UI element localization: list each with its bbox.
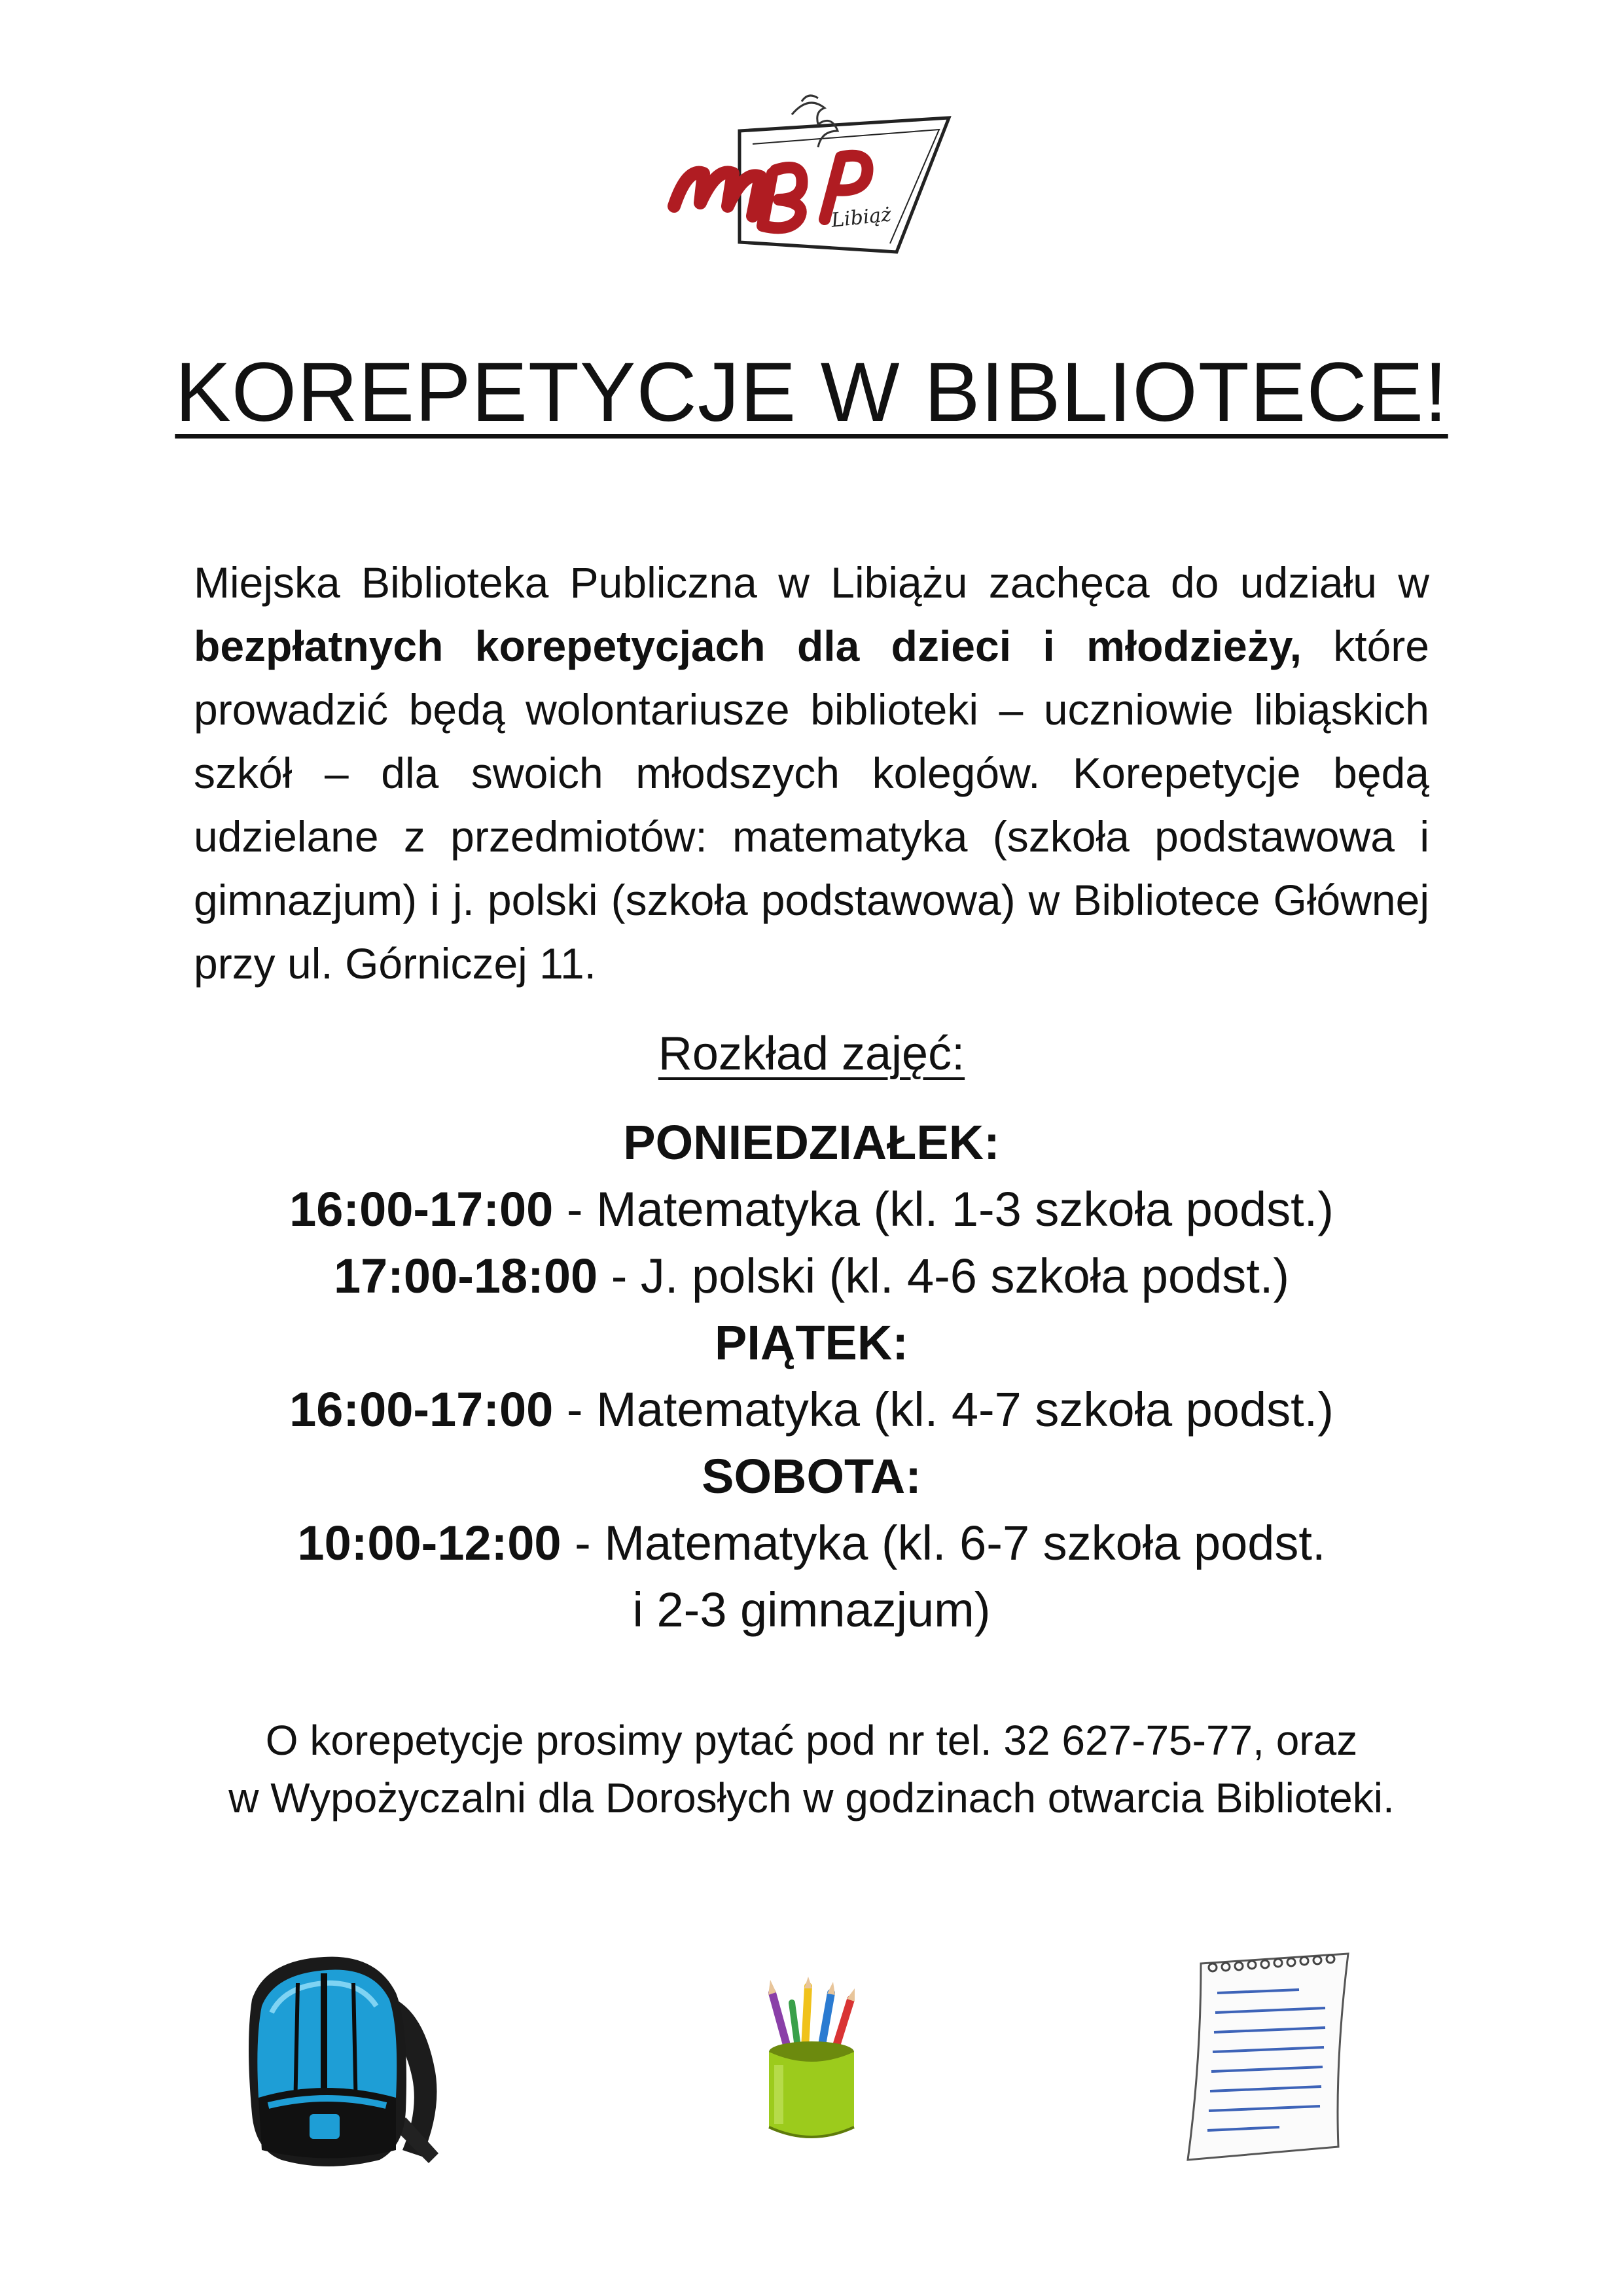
slot-time: 16:00-17:00 <box>289 1182 554 1236</box>
day-monday: PONIEDZIAŁEK: <box>623 1115 1000 1170</box>
schedule-slot <box>0 1376 1623 1443</box>
page-title <box>0 344 1623 442</box>
contact-line-2: w Wypożyczalni dla Dorosłych w godzinach otwarcia Biblioteki. <box>228 1774 1395 1821</box>
title-text: KOREPETYCJE W BIBLIOTECE! <box>175 346 1448 439</box>
slot-time: 17:00-18:00 <box>333 1249 598 1303</box>
backpack-icon <box>232 1954 455 2170</box>
slot-desc: - Matematyka (kl. 1-3 szkoła podst.) <box>553 1182 1334 1236</box>
day-saturday: SOBOTA: <box>702 1449 921 1503</box>
slot-time: 10:00-12:00 <box>297 1516 562 1570</box>
schedule-heading <box>0 1018 1623 1090</box>
contact-line-1: O korepetycje prosimy pytać pod nr tel. 32 627-75-77, oraz <box>265 1717 1358 1764</box>
schedule-slot <box>0 1510 1623 1577</box>
library-logo <box>661 92 975 262</box>
slot-time: 16:00-17:00 <box>289 1382 554 1437</box>
contact-info <box>0 1712 1623 1827</box>
intro-bold-text: bezpłatnych korepetycjach dla dzieci i młodzieży, <box>194 622 1302 670</box>
schedule-slot <box>0 1243 1623 1310</box>
day-friday: PIĄTEK: <box>715 1316 908 1370</box>
intro-text-1: Miejska Biblioteka Publiczna w Libiążu zachęca do udziału w <box>194 558 1429 607</box>
pencil-cup-icon <box>759 1977 877 2147</box>
slot-desc: - Matematyka (kl. 6-7 szkoła podst. <box>561 1516 1326 1570</box>
notepad-icon <box>1175 1950 1358 2166</box>
intro-paragraph <box>194 551 1429 996</box>
schedule-slot <box>0 1176 1623 1243</box>
logo-caption: Libiąż <box>830 203 893 232</box>
schedule <box>0 1109 1623 1643</box>
intro-text-2: które prowadzić będą wolontariusze biblioteki – uczniowie libiąskich szkół – dla swoich młodszych kolegów. Korepetycje będą udzielane z przedmiotów: matematyka (szkoła podstawowa i gimnazjum) i j. polski (szkoła podstawowa) w Bibliotece Głównej przy ul. Górniczej 11. <box>194 622 1429 988</box>
slot-desc: - Matematyka (kl. 4-7 szkoła podst.) <box>553 1382 1334 1437</box>
slot-desc-continued: i 2-3 gimnazjum) <box>632 1583 991 1637</box>
slot-desc: - J. polski (kl. 4-6 szkoła podst.) <box>597 1249 1290 1303</box>
schedule-heading-text: Rozkład zajęć: <box>658 1028 965 1080</box>
